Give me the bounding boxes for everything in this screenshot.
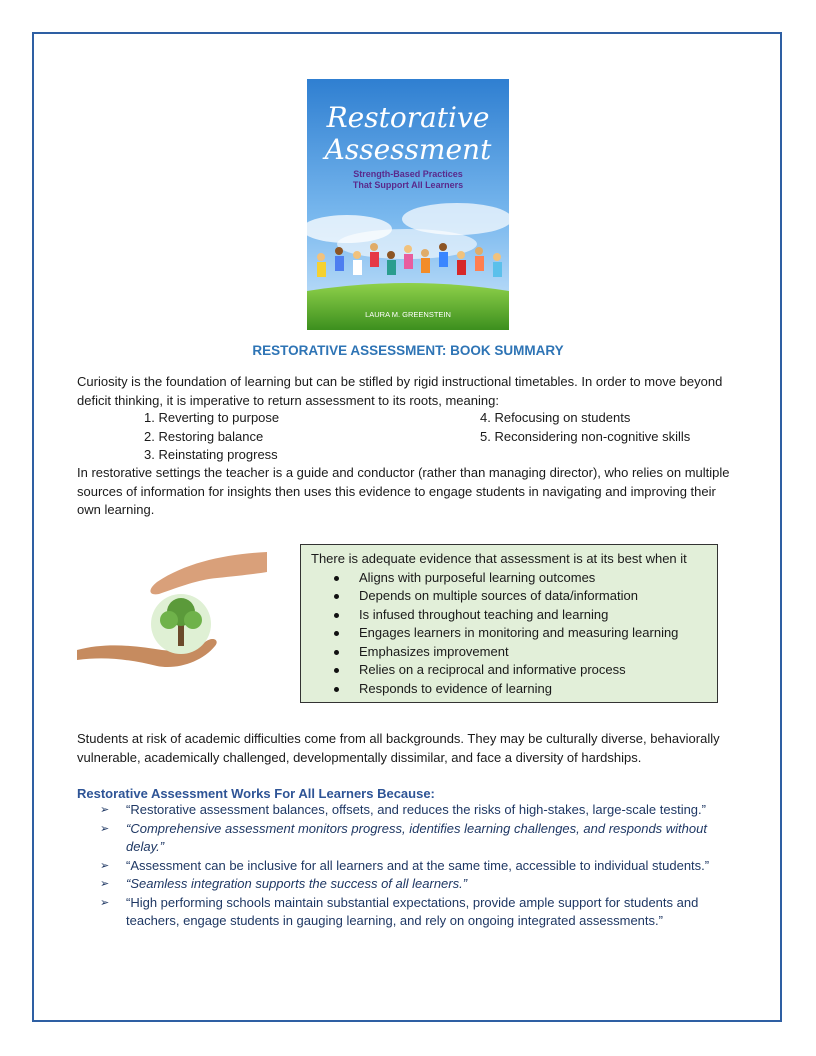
book-cover-image xyxy=(307,79,509,330)
cover-author: LAURA M. GREENSTEIN xyxy=(365,310,451,319)
quote-text: “Seamless integration supports the success of all learners.” xyxy=(126,876,468,891)
evidence-item: Engages learners in monitoring and measuring learning xyxy=(359,624,707,643)
step-item: 4. Refocusing on students xyxy=(480,410,631,425)
arrow-bullet-icon: ➢ xyxy=(100,804,110,816)
step-item: 1. Reverting to purpose xyxy=(144,410,280,425)
quote-item xyxy=(100,875,740,894)
evidence-lead: There is adequate evidence that assessment is at its best when it xyxy=(311,551,687,566)
step-item: 5. Reconsidering non-cognitive skills xyxy=(480,428,691,444)
evidence-list xyxy=(311,569,707,699)
quote-item xyxy=(100,894,740,931)
quote-text: “Restorative assessment balances, offsets, and reduces the risks of high-stakes, large-scale testing.” xyxy=(126,802,706,817)
evidence-item: Depends on multiple sources of data/information xyxy=(359,587,707,606)
quote-text: “Assessment can be inclusive for all learners and at the same time, accessible to individual students.” xyxy=(126,857,710,873)
risk-paragraph: Students at risk of academic difficulties come from all backgrounds. They may be culturally diverse, behaviorally vulnerable, academically challenged, developmentally dissimilar, and face a diversity of hardships. xyxy=(77,731,720,765)
cover-subtitle-line1: Strength-Based Practices xyxy=(353,169,463,179)
cover-title-line2: Assessment xyxy=(324,133,492,166)
evidence-item: Emphasizes improvement xyxy=(359,643,707,662)
quote-item xyxy=(100,820,740,857)
quote-text: “Comprehensive assessment monitors progress, identifies learning challenges, and responds without delay.” xyxy=(126,820,707,854)
evidence-item: Aligns with purposeful learning outcomes xyxy=(359,569,707,588)
works-heading: Restorative Assessment Works For All Learners Because: xyxy=(77,786,435,801)
cover-subtitle-line2: That Support All Learners xyxy=(352,180,464,190)
step-item: 3. Reinstating progress xyxy=(144,447,278,462)
arrow-bullet-icon: ➢ xyxy=(100,859,110,872)
hands-tree-image xyxy=(77,550,267,696)
arrow-bullet-icon: ➢ xyxy=(100,878,110,890)
teacher-paragraph: In restorative settings the teacher is a guide and conductor (rather than managing director), who relies on multiple sources of information for insights then uses this evidence to engage students in navigating and improving their own learning. xyxy=(77,465,730,517)
evidence-item: Responds to evidence of learning xyxy=(359,680,707,699)
evidence-box xyxy=(300,544,718,703)
arrow-bullet-icon: ➢ xyxy=(100,896,110,909)
quotes-list xyxy=(100,801,740,931)
step-item: 2. Restoring balance xyxy=(144,428,264,444)
quote-item xyxy=(100,801,740,820)
cover-title-line1: Restorative xyxy=(326,101,490,134)
arrow-bullet-icon: ➢ xyxy=(100,822,110,835)
quote-item xyxy=(100,857,740,876)
page-title: RESTORATIVE ASSESSMENT: BOOK SUMMARY xyxy=(252,343,564,358)
intro-paragraph: Curiosity is the foundation of learning but can be stifled by rigid instructional timetables. In order to move beyond deficit thinking, it is imperative to return assessment to its roots, meaning: xyxy=(77,374,723,408)
quote-text: “High performing schools maintain substantial expectations, provide ample support for students and teachers, engage students in gauging learning, and rely on ongoing integrated assessments.” xyxy=(126,894,699,928)
evidence-item: Relies on a reciprocal and informative process xyxy=(359,661,707,680)
evidence-item: Is infused throughout teaching and learning xyxy=(359,606,707,625)
